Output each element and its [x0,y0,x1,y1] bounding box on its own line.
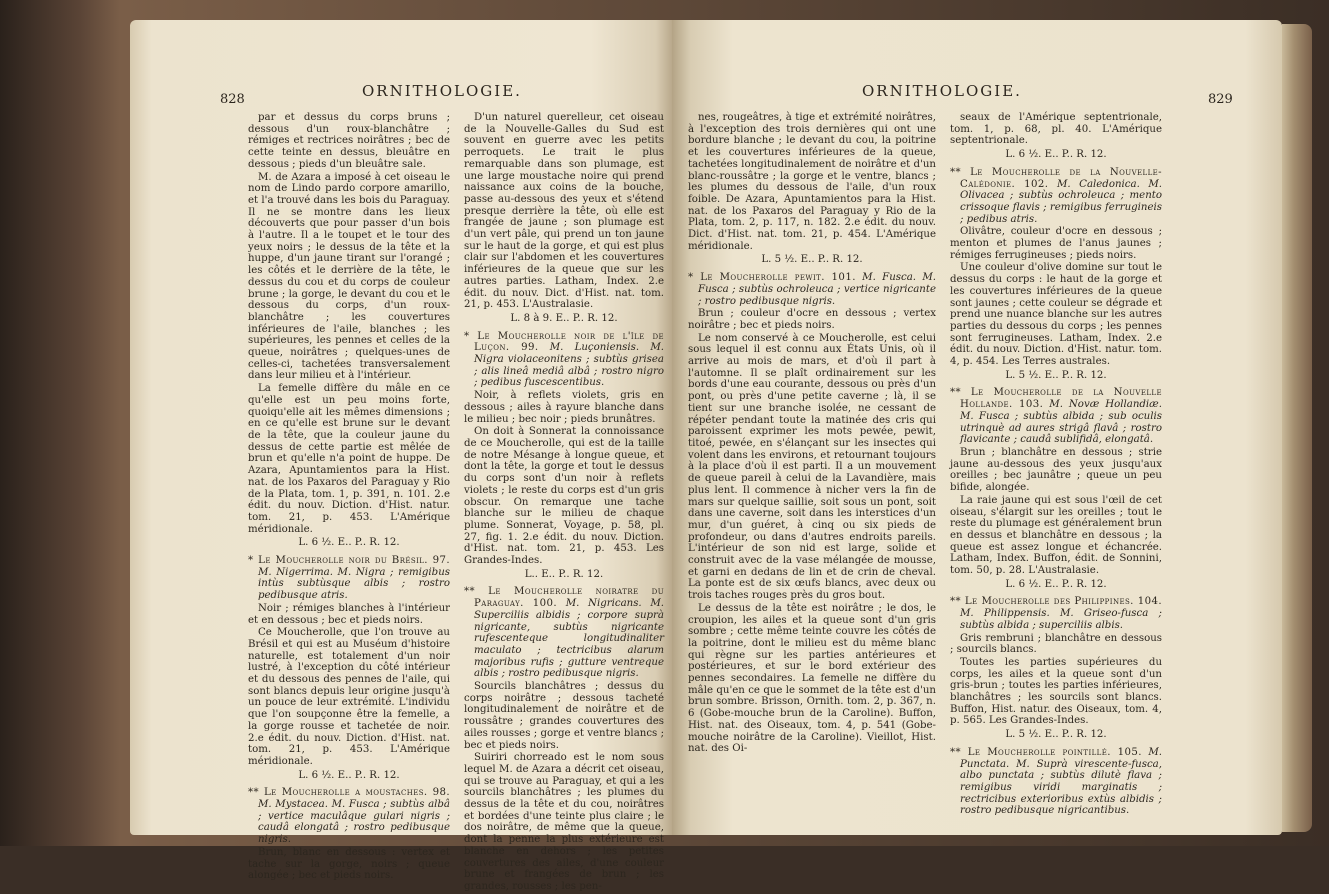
paragraph: seaux de l'Amérique septentrionale, tom. 1, p. 68, pl. 40. L'Amérique septentrionale. [950,112,1162,147]
left-column-2 [464,112,664,894]
right-column-1 [688,112,936,756]
species-entry [950,167,1162,226]
paragraph: Brun ; couleur d'ocre en dessous ; vertex noirâtre ; bec et pieds noirs. [688,308,936,331]
measure-line: L. 6 ½. E.. P.. R. 12. [1005,578,1107,590]
measure-line: L. 5 ½. E.. P.. R. 12. [1005,369,1107,381]
left-column-1 [248,112,450,883]
measure-line: L. 6 ½. E.. P.. R. 12. [298,769,400,781]
species-heading: ** Le Moucherolle noiratre du Paraguay. 100. [464,586,664,610]
right-page [672,20,1282,835]
right-page-number: 829 [1208,92,1233,107]
paragraph: Sourcils blanchâtres ; dessus du corps noirâtre ; dessous tacheté longitudinalement de noirâtre et de roussâtre ; grandes couvertures des ailes rousses ; gorge et ventre blancs ; bec et pieds noirs. [464,681,664,751]
paragraph: Brun, blanc en dessous : vertex et tache sur la gorge, noirs ; queue alongée ; bec et pieds noirs. [248,846,450,882]
latin-diagnosis: M. Caledonica. M. Olivacea ; subtùs ochroleuca ; mento crissoque flavis ; remigibus ferrugineis ; pedibus atris. [960,178,1163,225]
paragraph: Brun ; blanchâtre en dessous ; strie jaune au-dessous des yeux jusqu'aux oreilles ; bec jaunâtre ; queue un peu bifide, alongée. [950,446,1162,494]
paragraph: Ce Moucherolle, que l'on trouve au Brésil et qui est au Muséum d'histoire naturelle, est totalement d'un noir lustré, à l'exception du côté intérieur et du dessous des pennes de l'aile, qui sont blancs depuis leur origine jusqu'à un pouce de leur extrémité. L'individu que l'on soupçonne être la femelle, a la gorge rousse et tachetée de noir. 2.e édit. du nouv. Diction. d'Hist. nat. tom. 21, p. 453. L'Amérique méridionale. [248,627,450,767]
paragraph: Toutes les parties supérieures du corps, les ailes et la queue sont d'un gris-brun ; toutes les parties inférieures, blanchâtres ; les sourcils sont blancs. Buffon, Hist. natur. des Oiseaux, tom. 4, p. 565. Les Grandes-Indes. [950,656,1162,727]
latin-diagnosis: M. Nigricans. M. Superciliis albidis ; corpore suprà nigricante, subtùs nigricante rufescenteque longitudinaliter maculato ; tectricibus alarum majoribus rufis ; gutture ventreque albis ; rostro pedibusque nigris. [474,598,664,680]
species-heading: * Le Moucherolle noir du Brésil. 97. [248,555,450,567]
paragraph: Une couleur d'olive domine sur tout le dessus du corps : le haut de la gorge et les couvertures inférieures de la queue sont jaunes ; cette couleur se dégrade et prend une nuance blanche sur les autres parties du dessous du corps ; les pennes sont ferrugineuses. Latham, Index. 2.e édit. du nouv. Diction. d'Hist. natur. tom. 4, p. 454. Les Terres australes. [950,262,1162,368]
species-entry [464,331,664,390]
paragraph: D'un naturel querelleur, cet oiseau de la Nouvelle-Galles du Sud est souvent en guerre avec les petits perroquets. Le trait le plus remarquable dans son plumage, est une large moustache noire qui prend naissance aux coins de la bouche, passe au-dessous des yeux et s'étend presque derrière la tête, où elle est frangée de jaune ; son plumage est d'un vert pâle, qui prend un ton jaune sur le haut de la gorge, et qui est plus clair sur l'abdomen et les couvertures inférieures de la queue que sur les autres parties. Latham, Index. 2.e édit. du nouv. Dict. d'Hist. nat. tom. 21, p. 453. L'Australasie. [464,112,664,311]
paragraph: M. de Azara a imposé à cet oiseau le nom de Lindo pardo corpore amarillo, et l'a trouvé dans les bois du Paraguay. Il ne se montre dans les lieux découverts que pour passer d'un bois à l'autre. Il a le toupet et le tour des yeux noirs ; le dessus de la tête et la huppe, d'un jaune tirant sur l'orangé ; les côtés et le derrière de la tête, le dessus du cou et du corps de couleur brune ; la gorge, le devant du cou et le dessous du corps, d'un roux-blanchâtre ; les couvertures inférieures de l'aile, blanches ; les supérieures, les pennes et celles de la queue, noirâtres ; quelques-unes de celles-ci, tachetées transversalement dans leur milieu et à l'intérieur. [248,171,450,382]
species-entry [950,387,1162,446]
paragraph: La raie jaune qui est sous l'œil de cet oiseau, s'élargit sur les oreilles ; tout le reste du plumage est généralement brun en dessus et blanchâtre en dessous ; la queue est assez longue et échancrée. Latham, Index. Buffon, édit. de Sonnini, tom. 50, p. 28. L'Australasie. [950,494,1162,577]
latin-diagnosis: M. Nigerrima. M. Nigra ; remigibus intùs subtùsque albis ; rostro pedibusque atris. [258,566,450,602]
right-column-2 [950,112,1162,818]
species-entry [248,787,450,846]
left-running-header: ORNITHOLOGIE. [362,82,522,100]
species-heading: * Le Moucherolle pewit. 101. [688,272,856,284]
paragraph: Noir ; rémiges blanches à l'intérieur et en dessous ; bec et pieds noirs. [248,602,450,626]
species-heading: ** Le Moucherolle des Philippines. 104. [950,596,1162,608]
measure-line: L. 8 à 9. E.. P.. R. 12. [510,312,618,324]
latin-diagnosis: M. Mystacea. M. Fusca ; subtùs albâ ; vertice maculâque gulari nigris ; caudâ elongatâ ; rostro pedibusque nigris. [258,799,450,846]
latin-diagnosis: M. Punctata. M. Suprà virescente-fusca, albo punctata ; subtùs dilutè flava ; remigibus viridi marginatis ; rectricibus exterioribus extùs albidis ; rostro pedibusque nigricantibus. [960,746,1162,817]
paragraph: Olivâtre, couleur d'ocre en dessous ; menton et plumes de l'anus jaunes ; rémiges ferrugineuses ; pieds noirs. [950,226,1162,261]
measure-line: L. 5 ½. E.. P.. R. 12. [761,254,863,266]
left-page-number: 828 [220,92,245,107]
paragraph: Le nom conservé à ce Moucherolle, est celui sous lequel il est connu aux États Unis, où il arrive au mois de mars, et d'où il part à l'automne. Il se plaît ordinairement sur les bords d'une eau courante, dessous ou près d'un pont, ou près d'une petite caverne ; là, il se tient sur une branche isolée, ne cessant de répéter pendant toute la matinée des cris qui paroissent exprimer les mots pewée, pewit, titoé, pewée, en s'élançant sur les insectes qui volent dans les environs, et retournant toujours à la place d'où il est parti. Il a un mouvement de queue pareil à celui de la Lavandière, mais plus lent. Il commence à nicher vers la fin de mars sur quelque saillie, soit sous un pont, soit dans une caverne, soit dans les interstices d'un mur, d'un guéret, à cinq ou six pieds de profondeur, ou dans d'autres endroits pareils. L'intérieur de son nid est large, solide et construit avec de la vase mélangée de mousse, et garni en dedans de lin et de crin de cheval. La ponte est de six œufs blancs, avec deux ou trois taches rouges près du gros bout. [688,332,936,602]
right-running-header: ORNITHOLOGIE. [862,82,1022,100]
species-entry [688,272,936,307]
species-heading: * Le Moucherolle noir de l'île de Luçon. 99. [464,330,664,354]
species-entry [950,596,1162,631]
paragraph: Noir, à reflets violets, gris en dessous ; ailes à rayure blanche dans le milieu ; bec noir ; pieds brunâtres. [464,390,664,425]
paragraph: La femelle diffère du mâle en ce qu'elle est un peu moins forte, quoiqu'elle ait les mêmes dimensions ; en ce qu'elle est brune sur le devant de la tête, que la couleur jaune du dessus de cette partie est mêlée de brun et qu'elle n'a point de huppe. De Azara, Apuntamientos para la Hist. nat. de los Paxaros del Paraguay y Rio de la Plata, tom. 1, p. 391, n. 101. 2.e édit. du nouv. Diction. d'Hist. natur. tom. 21, p. 453. L'Amérique méridionale. [248,383,450,535]
species-heading: ** Le Moucherolle pointillé. 105. [950,746,1142,758]
species-entry [464,586,664,680]
measure-line: L.. E.. P.. R. 12. [524,568,604,580]
species-heading: ** Le Moucherolle a moustaches. 98. [248,787,450,799]
species-heading: ** Le Moucherolle de la Nouvelle Hollande. 103. [950,387,1162,411]
paragraph: nes, rougeâtres, à tige et extrémité noirâtres, à l'exception des trois dernières qui ont une bordure blanche ; le devant du cou, la poitrine et les couvertures inférieures de la queue, tachetées longitudinalement de noirâtre et d'un blanc-roussâtre ; la gorge et le ventre, blancs ; les plumes du dessous de l'aile, d'un roux foible. De Azara, Apuntamientos para la Hist. nat. de los Paxaros del Paraguay y Rio de la Plata, tom. 2, p. 117, n. 182. 2.e édit. du nouv. Dict. d'Hist. nat. tom. 21, p. 454. L'Amérique méridionale. [688,112,936,252]
measure-line: L. 6 ½. E.. P.. R. 12. [1005,149,1107,161]
paragraph: Gris rembruni ; blanchâtre en dessous ; sourcils blancs. [950,632,1162,656]
latin-diagnosis: M. Fusca. M. Fusca ; subtùs ochroleuca ; vertice nigricante ; rostro pedibusque nigris. [698,272,936,307]
paragraph: par et dessus du corps bruns ; dessous d'un roux-blanchâtre ; rémiges et rectrices noirâtres ; bec de cette teinte en dessus, bleuâtre en dessous ; pieds d'un bleuâtre sale. [248,112,450,170]
species-entry [248,555,450,602]
latin-diagnosis: M. Philippensis. M. Griseo-fusca ; subtùs albida ; superciliis albis. [960,608,1162,631]
paragraph: Suiriri chorreado est le nom sous lequel M. de Azara a décrit cet oiseau, qui se trouve au Paraguay, et qui a les sourcils blanchâtres ; les plumes du dessus de la tête et du cou, noirâtres et bordées d'une teinte plus claire ; le dos noirâtre, de même que la queue, dont la penne la plus extérieure est blanche en dehors ; les petites couvertures des ailes, d'une couleur brune et frangées de brun ; les grandes, rousses ; les pen- [464,752,664,892]
paragraph: On doit à Sonnerat la connoissance de ce Moucherolle, qui est de la taille de notre Mésange à longue queue, et dont la tête, la gorge et tout le dessus du corps sont d'un noir à reflets violets ; le reste du corps est d'un gris obscur. On remarque une tache blanche sur le milieu de chaque plume. Sonnerat, Voyage, p. 58, pl. 27, fig. 1. 2.e édit. du nouv. Diction. d'Hist. nat. tom. 21, p. 453. Les Grandes-Indes. [464,426,664,567]
latin-diagnosis: M. Novæ Hollandiæ. M. Fusca ; subtùs albida ; sub oculis utrinquè ad aures strigâ flavâ ; rostro flavicante ; caudâ sublifidâ, elongatâ. [960,399,1162,446]
species-heading: ** Le Moucherolle de la Nouvelle-Calédonie. 102. [950,166,1162,190]
paragraph: Le dessus de la tête est noirâtre ; le dos, le croupion, les ailes et la queue sont d'un gris sombre ; cette même teinte couvre les côtés de la poitrine, dont le milieu est du même blanc qui règne sur les parties antérieures et postérieures, et sur le bord extérieur des pennes secondaires. La femelle ne diffère du mâle qu'en ce que le sommet de la tête est d'un brun sombre. Brisson, Ornith. tom. 2, p. 367, n. 6 (Gobe-mouche brun de la Caroline). Buffon, Hist. nat. des Oiseaux, tom. 4, p. 541 (Gobe-mouche noirâtre de la Caroline). Vieillot, Hist. nat. des Oi- [688,602,936,755]
left-page [130,20,672,892]
page-edge-shadow [1282,24,1312,832]
measure-line: L. 6 ½. E.. P.. R. 12. [298,537,400,549]
measure-line: L. 5 ½. E.. P.. R. 12. [1005,729,1107,741]
latin-diagnosis: M. Luçoniensis. M. Nigra violaceonitens ; subtùs grisea ; alis lineâ mediâ albâ ; rostro nigro ; pedibus fuscescentibus. [474,342,664,389]
species-entry [950,747,1162,817]
